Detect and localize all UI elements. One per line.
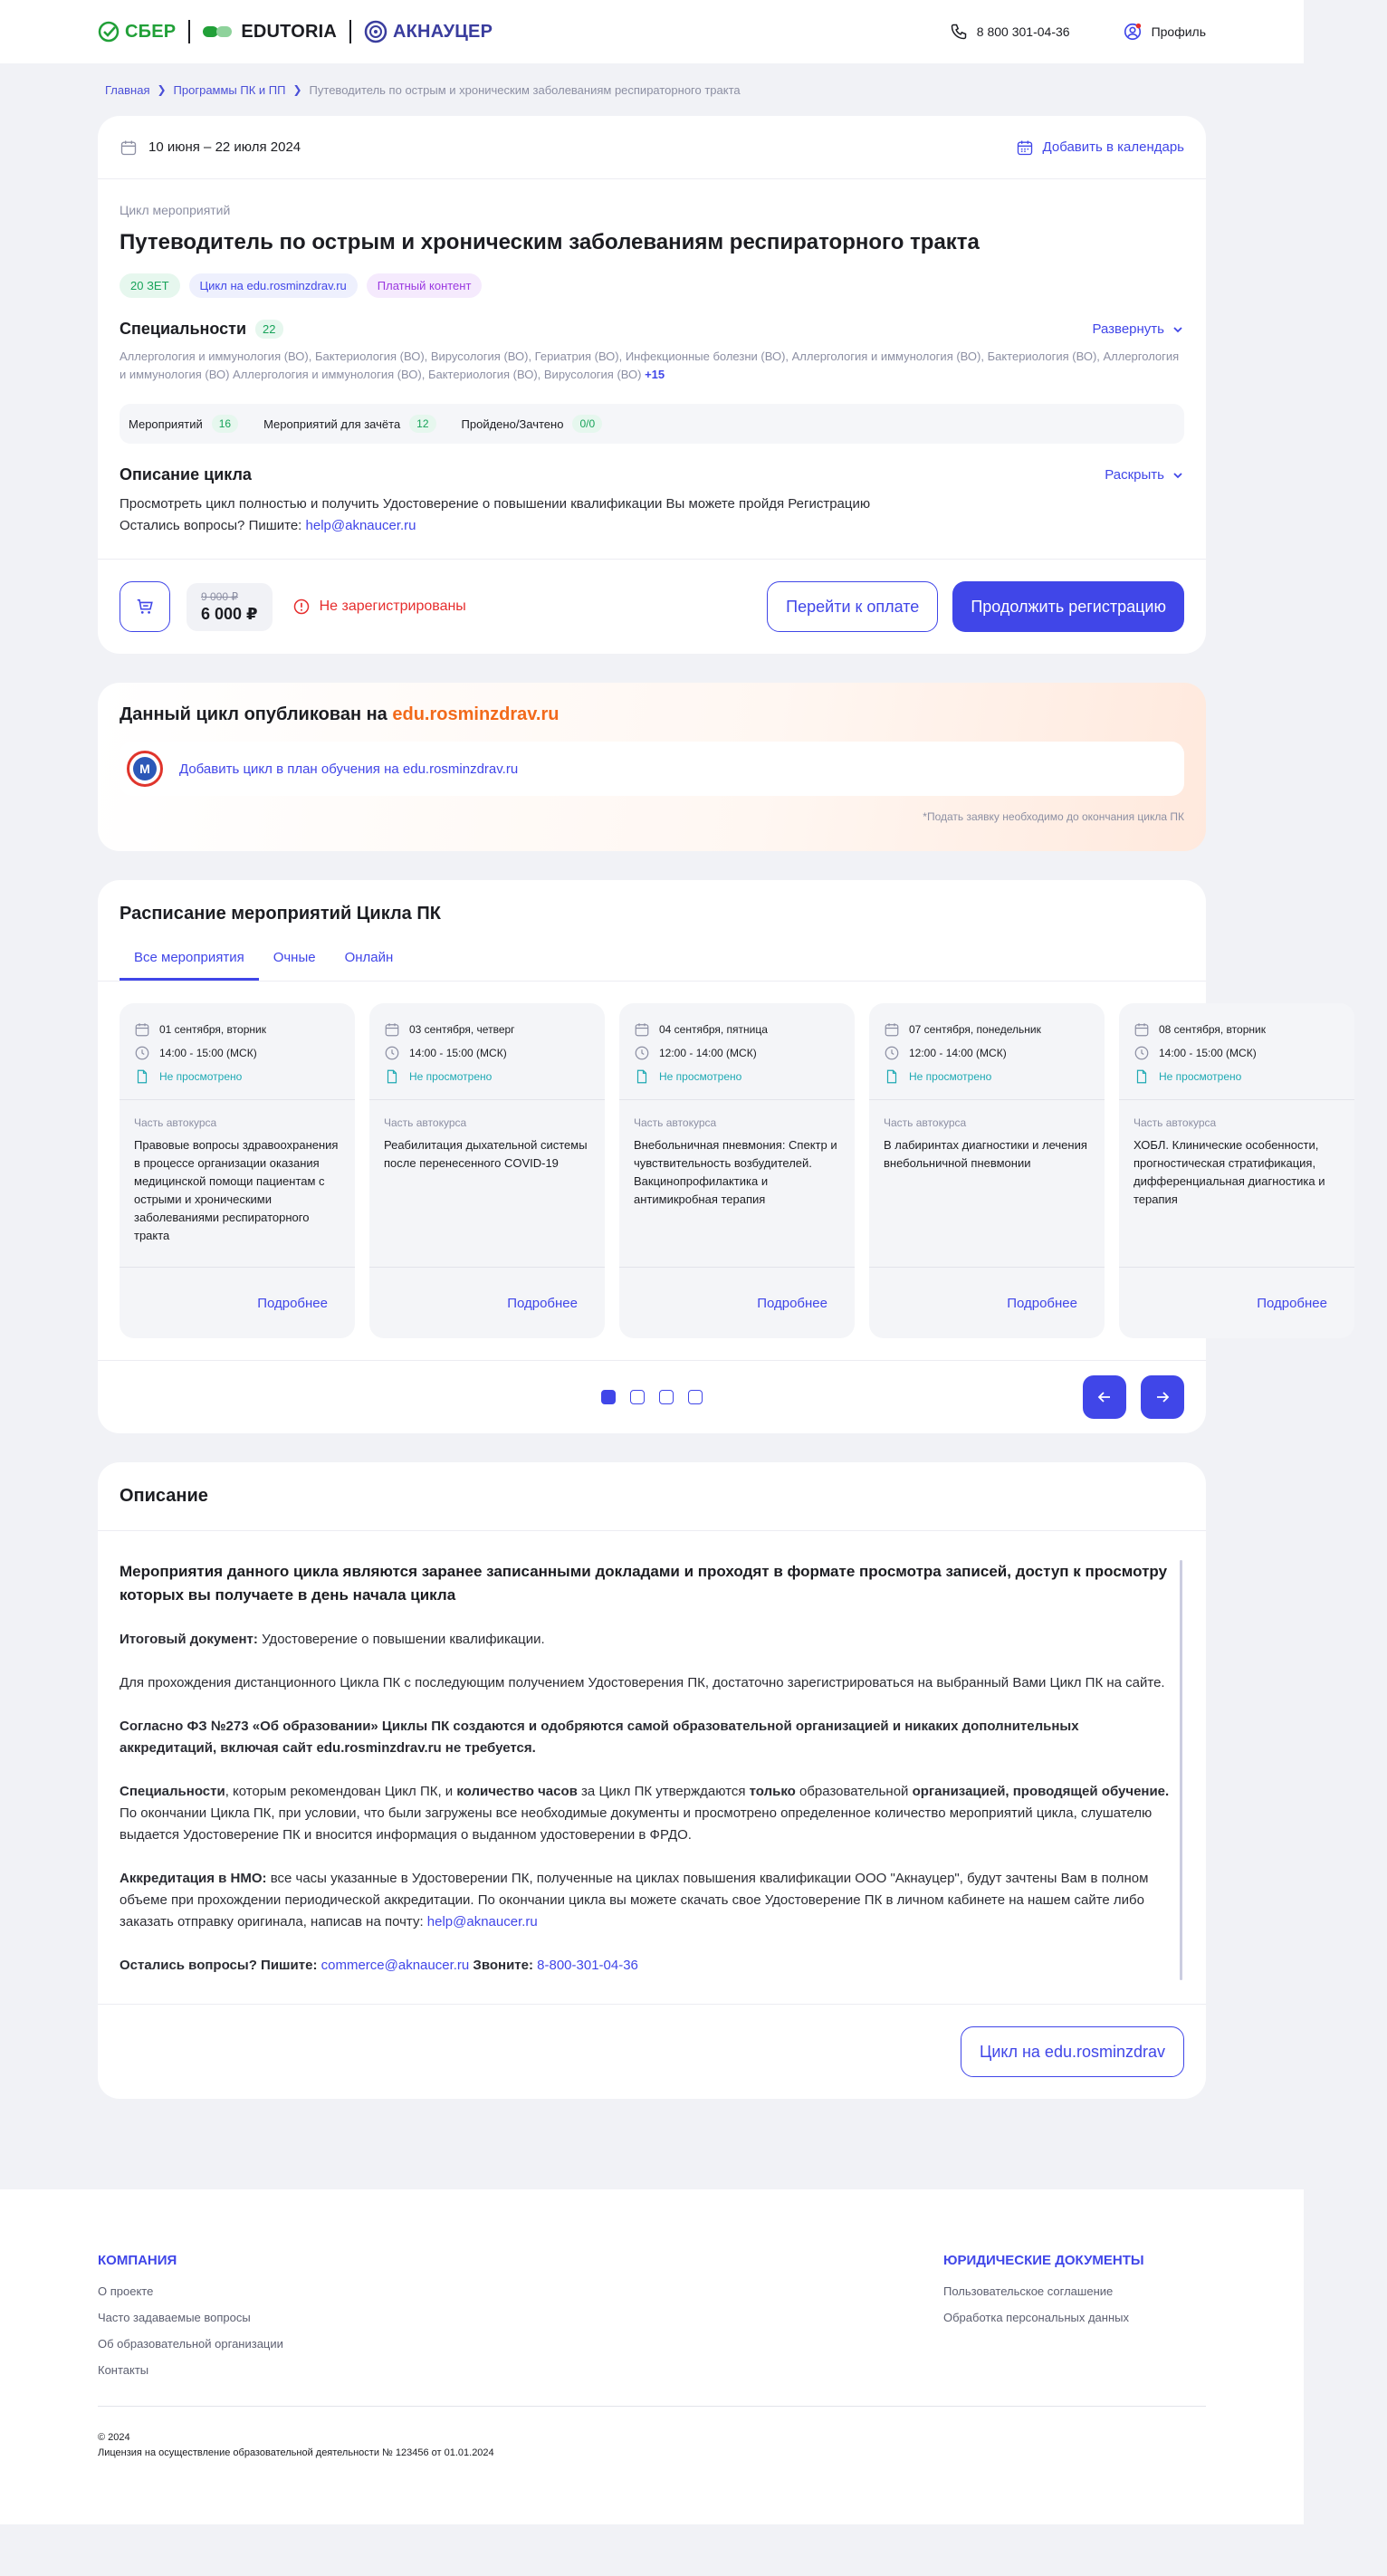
breadcrumb-home[interactable]: Главная	[105, 82, 150, 97]
go-to-payment-button[interactable]: Перейти к оплате	[767, 581, 938, 632]
schedule-event-meta	[369, 1003, 605, 1100]
schedule-event-time	[884, 1041, 1090, 1065]
footer-copyright: © 2024	[98, 2432, 130, 2443]
footer-bottom	[98, 2406, 1206, 2461]
main-content	[98, 63, 1327, 2099]
schedule-tabs	[98, 950, 1206, 982]
schedule-event-status	[1134, 1065, 1340, 1088]
schedule-event-meta	[619, 1003, 855, 1100]
cart-button[interactable]	[120, 581, 170, 632]
reveal-label: Раскрыть	[1105, 467, 1164, 483]
commerce-email-link[interactable]: commerce@aknaucer.ru	[320, 1958, 470, 1973]
description-lead: Мероприятия данного цикла являются заранее записанными докладами и проходят в формате просмотра записей, доступ к просмотру которых вы получаете в день начала цикла	[120, 1563, 1168, 1604]
cycle-description-text	[120, 493, 1184, 537]
schedule-event-name: ХОБЛ. Клинические особенности, прогностическая стратификация, дифференциальная диагностика и терапия	[1134, 1138, 1325, 1206]
clock-icon	[634, 1045, 650, 1061]
published-site: edu.rosminzdrav.ru	[392, 704, 560, 724]
specialties-text: Аллергология и иммунология (ВО), Бактериология (ВО), Вирусология (ВО), Гериатрия (ВО), Инфекционные болезни (ВО), Аллергология и иммунология (ВО), Бактериология (ВО), Аллергология и иммунология (ВО) Аллергология и иммунология (ВО), Бактериология (ВО), Вирусология (ВО)	[120, 350, 1180, 381]
event-dates-text: 10 июня – 22 июля 2024	[148, 139, 301, 155]
description-document-label: Итоговый документ:	[120, 1632, 258, 1647]
description-body	[98, 1531, 1206, 1986]
schedule-event-date	[884, 1018, 1090, 1041]
schedule-event-date	[134, 1018, 340, 1041]
price-old: 9 000 ₽	[201, 589, 238, 603]
reveal-description-button[interactable]	[1105, 467, 1184, 483]
schedule-event-date	[634, 1018, 840, 1041]
desc-text: образовательной	[795, 1784, 913, 1799]
schedule-event-time	[1134, 1041, 1340, 1065]
schedule-cards	[120, 1003, 1387, 1338]
calendar-icon	[134, 1021, 150, 1038]
stat-events-count: 16	[212, 415, 238, 433]
add-to-calendar-label: Добавить в календарь	[1042, 139, 1184, 155]
header-actions	[950, 22, 1206, 42]
schedule-card	[98, 880, 1327, 1433]
schedule-event-info	[1119, 1100, 1354, 1268]
schedule-event-name: В лабиринтах диагностики и лечения внебольничной пневмонии	[884, 1138, 1087, 1170]
document-icon	[1134, 1068, 1150, 1085]
schedule-event-more-link[interactable]: Подробнее	[757, 1295, 827, 1311]
desc-bold: только	[749, 1784, 796, 1799]
schedule-event-info	[619, 1100, 855, 1268]
slider-next-button[interactable]	[1141, 1375, 1184, 1419]
stat-credit-label: Мероприятий для зачёта	[263, 417, 401, 431]
calendar-icon	[1134, 1021, 1150, 1038]
accreditation-text: все часы указанные в Удостоверении ПК, полученные на циклах повышения квалификации ООО "Акнауцер", будут зачтены Вам в полном объеме при прохождении периодической аккредитации. По окончании цикла вы можете скачать свое Удостоверение ПК в личном кабинете на нашем сайте либо заказать отправку оригинала, написав на почту:	[120, 1871, 1149, 1930]
minzdrav-logo-icon	[127, 751, 163, 787]
specialties-label: Специальности	[120, 320, 247, 338]
aknaucer-logo-icon	[364, 20, 387, 43]
minzdrav-logo-mark: М	[133, 757, 157, 780]
description-title: Описание	[98, 1462, 1206, 1531]
breadcrumb	[98, 63, 1206, 116]
contacts-call-label: Звоните:	[473, 1958, 533, 1973]
description-document	[120, 1629, 1170, 1651]
stat-passed-label: Пройдено/Зачтено	[461, 417, 564, 431]
desc-text: По окончании Цикла ПК, при условии, что были загружены все необходимые документы и просмотрено определенное количество мероприятий цикла, слушателю выдается Удостоверение ПК и вносится информация о выданном удостоверении в ФРДО.	[120, 1805, 1153, 1843]
footer-link-personal-data[interactable]: Обработка персональных данных	[943, 2311, 1129, 2324]
clock-icon	[884, 1045, 900, 1061]
tag-zet: 20 ЗЕТ	[120, 273, 180, 298]
sber-logo-icon	[98, 21, 120, 43]
schedule-event-part: Часть автокурса	[884, 1116, 967, 1129]
schedule-event-meta	[869, 1003, 1105, 1100]
logo-divider	[188, 20, 190, 43]
schedule-event-time-text: 12:00 - 14:00 (МСК)	[659, 1047, 757, 1059]
clock-icon	[384, 1045, 400, 1061]
schedule-event-status-text: Не просмотрено	[909, 1070, 992, 1083]
document-icon	[384, 1068, 400, 1085]
tag-rosminzdrav: Цикл на edu.rosminzdrav.ru	[189, 273, 358, 298]
schedule-event-date-text: 08 сентября, вторник	[1159, 1023, 1266, 1036]
phone-icon	[950, 23, 968, 41]
schedule-event-time	[384, 1041, 590, 1065]
stat-events-label: Мероприятий	[129, 417, 203, 431]
footer-legal	[943, 2253, 1206, 2389]
schedule-event-card	[869, 1003, 1105, 1338]
add-to-plan-label: Добавить цикл в план обучения на edu.rosminzdrav.ru	[179, 761, 519, 777]
desc-bold: количество часов	[456, 1784, 578, 1799]
profile-icon	[1123, 22, 1143, 42]
expand-specialties-button[interactable]	[1092, 321, 1184, 337]
published-title-prefix: Данный цикл опубликован на	[120, 704, 387, 724]
calendar-icon	[884, 1021, 900, 1038]
questions-prefix: Остались вопросы? Пишите:	[120, 518, 302, 533]
event-type: Цикл мероприятий	[120, 203, 231, 217]
schedule-event-name: Правовые вопросы здравоохранения в процессе организации оказания медицинской помощи пациентам с острыми и хроническими заболеваниями респираторного тракта	[134, 1138, 339, 1242]
stat-credit-count: 12	[409, 415, 435, 433]
logo-divider	[349, 20, 351, 43]
description-scrollbar[interactable]	[1180, 1560, 1182, 1980]
cycle-description-label: Описание цикла	[120, 465, 252, 484]
schedule-event-name: Внебольничная пневмония: Спектр и чувствительность возбудителей. Вакцинопрофилактика и антимикробная терапия	[634, 1138, 837, 1206]
contact-phone-link[interactable]: 8-800-301-04-36	[537, 1958, 638, 1973]
document-icon	[634, 1068, 650, 1085]
footer-link-agreement[interactable]: Пользовательское соглашение	[943, 2284, 1114, 2298]
schedule-event-more-link[interactable]: Подробнее	[1257, 1295, 1327, 1311]
event-card	[98, 116, 1206, 654]
aknaucer-logo[interactable]	[364, 20, 493, 43]
expand-label: Развернуть	[1092, 321, 1164, 337]
footer-company	[98, 2253, 283, 2389]
schedule-event-card	[619, 1003, 855, 1338]
event-dates	[120, 139, 301, 157]
schedule-event-card	[369, 1003, 605, 1338]
slider-dot-3[interactable]	[659, 1390, 674, 1404]
schedule-event-date-text: 03 сентября, четверг	[409, 1023, 515, 1036]
chevron-down-icon	[1172, 323, 1184, 336]
registration-status	[292, 598, 466, 616]
schedule-event-status-text: Не просмотрено	[409, 1070, 493, 1083]
breadcrumb-programs[interactable]: Программы ПК и ПП	[173, 82, 286, 97]
schedule-title: Расписание мероприятий Цикла ПК	[120, 904, 441, 924]
stat-passed	[462, 415, 603, 433]
registration-status-text: Не зарегистрированы	[319, 599, 466, 614]
tag-paid: Платный контент	[367, 273, 483, 298]
schedule-event-status	[384, 1065, 590, 1088]
desc-text: , которым рекомендован Цикл ПК, и	[225, 1784, 457, 1799]
schedule-event-status-text: Не просмотрено	[159, 1070, 243, 1083]
schedule-event-part: Часть автокурса	[634, 1116, 717, 1129]
logo-group	[98, 20, 493, 43]
slider-dot-2[interactable]	[630, 1390, 645, 1404]
calendar-icon	[634, 1021, 650, 1038]
tab-offline[interactable]: Очные	[273, 950, 316, 965]
slider-pagination	[601, 1390, 703, 1404]
slider-arrows	[1083, 1375, 1184, 1419]
calendar-icon	[384, 1021, 400, 1038]
contacts-prefix: Остались вопросы? Пишите:	[120, 1958, 318, 1973]
specialties-title	[120, 320, 283, 339]
footer-company-title: КОМПАНИЯ	[98, 2253, 177, 2268]
footer-link-organization[interactable]: Об образовательной организации	[98, 2337, 283, 2351]
description-accreditation	[120, 1868, 1170, 1933]
schedule-event-info	[869, 1100, 1105, 1268]
event-date-bar	[98, 116, 1206, 179]
tab-all[interactable]: Все мероприятия	[120, 950, 259, 981]
schedule-event-card	[120, 1003, 355, 1338]
desc-bold: организацией, проводящей обучение.	[912, 1784, 1170, 1799]
page-title: Путеводитель по острым и хроническим заболеваниям респираторного тракта	[120, 230, 980, 254]
schedule-event-more-link[interactable]: Подробнее	[507, 1295, 578, 1311]
cart-icon	[135, 597, 155, 617]
description-document-value: Удостоверение о повышении квалификации.	[262, 1632, 545, 1647]
add-to-calendar-button[interactable]	[1016, 139, 1184, 157]
aknaucer-logo-text: АКНАУЦЕР	[393, 21, 493, 42]
footer-link-about[interactable]: О проекте	[98, 2284, 154, 2298]
schedule-event-more-link[interactable]: Подробнее	[1007, 1295, 1077, 1311]
schedule-event-time-text: 14:00 - 15:00 (МСК)	[1159, 1047, 1257, 1059]
cycle-description-title	[120, 465, 252, 484]
schedule-event-date-text: 07 сентября, понедельник	[909, 1023, 1041, 1036]
edutoria-logo-icon	[203, 24, 235, 40]
schedule-event-date	[1134, 1018, 1340, 1041]
event-body	[98, 179, 1206, 559]
description-contacts	[120, 1955, 1170, 1977]
cycle-description-line: Просмотреть цикл полностью и получить Удостоверение о повышении квалификации Вы можете пройдя Регистрацию	[120, 496, 871, 512]
footer-columns	[98, 2253, 1206, 2389]
chevron-right-icon: ❯	[157, 83, 167, 96]
specialties-header	[120, 320, 1184, 339]
questions-line	[120, 515, 1184, 537]
schedule-event-part: Часть автокурса	[134, 1116, 217, 1129]
document-icon	[884, 1068, 900, 1085]
profile-link[interactable]	[1123, 22, 1206, 42]
description-footer	[98, 2004, 1206, 2099]
schedule-event-status	[634, 1065, 840, 1088]
specialties-list	[120, 348, 1184, 384]
clock-icon	[1134, 1045, 1150, 1061]
tab-online[interactable]: Онлайн	[344, 950, 394, 965]
specialties-more-link[interactable]: +15	[645, 368, 665, 381]
schedule-event-meta	[120, 1003, 355, 1100]
desc-bold: Специальности	[120, 1784, 225, 1799]
edutoria-logo-text: EDUTORIA	[241, 21, 337, 42]
price-box	[187, 583, 273, 631]
breadcrumb-current: Путеводитель по острым и хроническим заболеваниям респираторного тракта	[309, 82, 741, 97]
schedule-event-time	[634, 1041, 840, 1065]
sber-logo-text: СБЕР	[125, 21, 177, 42]
slider-prev-button[interactable]	[1083, 1375, 1126, 1419]
sber-logo[interactable]	[98, 21, 176, 43]
schedule-event-time-text: 14:00 - 15:00 (МСК)	[409, 1047, 507, 1059]
event-tags	[120, 273, 1184, 298]
description-specialties	[120, 1781, 1170, 1846]
continue-registration-button[interactable]: Продолжить регистрацию	[952, 581, 1184, 632]
calendar-icon	[1016, 139, 1034, 157]
event-price-area	[120, 581, 466, 632]
published-title	[120, 704, 1184, 725]
clock-icon	[134, 1045, 150, 1061]
rosminzdrav-cycle-button[interactable]: Цикл на edu.rosminzdrav	[961, 2026, 1184, 2077]
chevron-down-icon	[1172, 469, 1184, 482]
help-email-link[interactable]: help@aknaucer.ru	[305, 518, 416, 533]
schedule-event-status-text: Не просмотрено	[659, 1070, 742, 1083]
arrow-left-icon	[1095, 1388, 1114, 1406]
schedule-event-meta	[1119, 1003, 1354, 1100]
schedule-event-card	[1119, 1003, 1354, 1338]
schedule-event-info	[120, 1100, 355, 1268]
stat-credit	[263, 415, 435, 433]
profile-label: Профиль	[1151, 24, 1206, 39]
specialties-count-badge: 22	[255, 320, 282, 339]
schedule-event-date-text: 04 сентября, пятница	[659, 1023, 768, 1036]
schedule-event-date	[384, 1018, 590, 1041]
footer-link-contacts[interactable]: Контакты	[98, 2363, 149, 2377]
slider-navigation	[98, 1361, 1206, 1433]
price-new: 6 000 ₽	[201, 604, 258, 623]
footer-link-faq[interactable]: Часто задаваемые вопросы	[98, 2311, 251, 2324]
arrow-right-icon	[1153, 1388, 1172, 1406]
schedule-event-name: Реабилитация дыхательной системы после перенесенного COVID-19	[384, 1138, 588, 1170]
stat-passed-count: 0/0	[572, 415, 602, 433]
alert-icon	[292, 598, 311, 616]
event-actions	[98, 559, 1206, 654]
cycle-description-header	[120, 465, 1184, 484]
slider-dot-4[interactable]	[688, 1390, 703, 1404]
accreditation-label: Аккредитация в НМО:	[120, 1871, 267, 1886]
description-card	[98, 1462, 1206, 2099]
schedule-event-status	[884, 1065, 1090, 1088]
schedule-event-part: Часть автокурса	[384, 1116, 467, 1129]
accreditation-email-link[interactable]: help@aknaucer.ru	[426, 1914, 538, 1930]
event-stats	[120, 404, 1184, 444]
schedule-event-status	[134, 1065, 340, 1088]
chevron-right-icon: ❯	[292, 83, 302, 96]
edutoria-logo[interactable]	[203, 22, 337, 43]
schedule-event-status-text: Не просмотрено	[1159, 1070, 1242, 1083]
description-law-text: Согласно ФЗ №273 «Об образовании» Циклы ПК создаются и одобряются самой образовательной организацией и никаких дополнительных аккредитаций, включая сайт edu.rosminzdrav.ru не требуется.	[120, 1719, 1079, 1756]
schedule-event-part: Часть автокурса	[1134, 1116, 1217, 1129]
published-note: *Подать заявку необходимо до окончания цикла ПК	[923, 810, 1184, 823]
event-buttons	[767, 581, 1184, 632]
schedule-slider	[98, 982, 1327, 1361]
schedule-event-date-text: 01 сентября, вторник	[159, 1023, 266, 1036]
top-header	[0, 0, 1304, 63]
schedule-event-time-text: 12:00 - 14:00 (МСК)	[909, 1047, 1007, 1059]
desc-text: за Цикл ПК утверждаются	[577, 1784, 750, 1799]
published-card	[98, 683, 1206, 851]
document-icon	[134, 1068, 150, 1085]
stat-events	[129, 415, 238, 433]
schedule-event-info	[369, 1100, 605, 1268]
description-scrollbar-thumb[interactable]	[1180, 1560, 1182, 1980]
phone-number: 8 800 301-04-36	[976, 24, 1070, 39]
site-footer	[0, 2189, 1304, 2524]
phone-link[interactable]	[950, 23, 1070, 41]
slider-dot-1[interactable]	[601, 1390, 616, 1404]
description-law	[120, 1716, 1170, 1759]
description-paragraph: Для прохождения дистанционного Цикла ПК с последующим получением Удостоверения ПК, достаточно зарегистрироваться на выбранный Вами Цикл ПК на сайте.	[120, 1675, 1165, 1690]
add-to-plan-link[interactable]	[120, 742, 1184, 796]
footer-legal-title: ЮРИДИЧЕСКИЕ ДОКУМЕНТЫ	[943, 2253, 1144, 2268]
schedule-event-time	[134, 1041, 340, 1065]
schedule-event-more-link[interactable]: Подробнее	[257, 1295, 328, 1311]
footer-license: Лицензия на осуществление образовательной деятельности № 123456 от 01.01.2024	[98, 2447, 494, 2458]
calendar-icon	[120, 139, 138, 157]
schedule-event-time-text: 14:00 - 15:00 (МСК)	[159, 1047, 257, 1059]
